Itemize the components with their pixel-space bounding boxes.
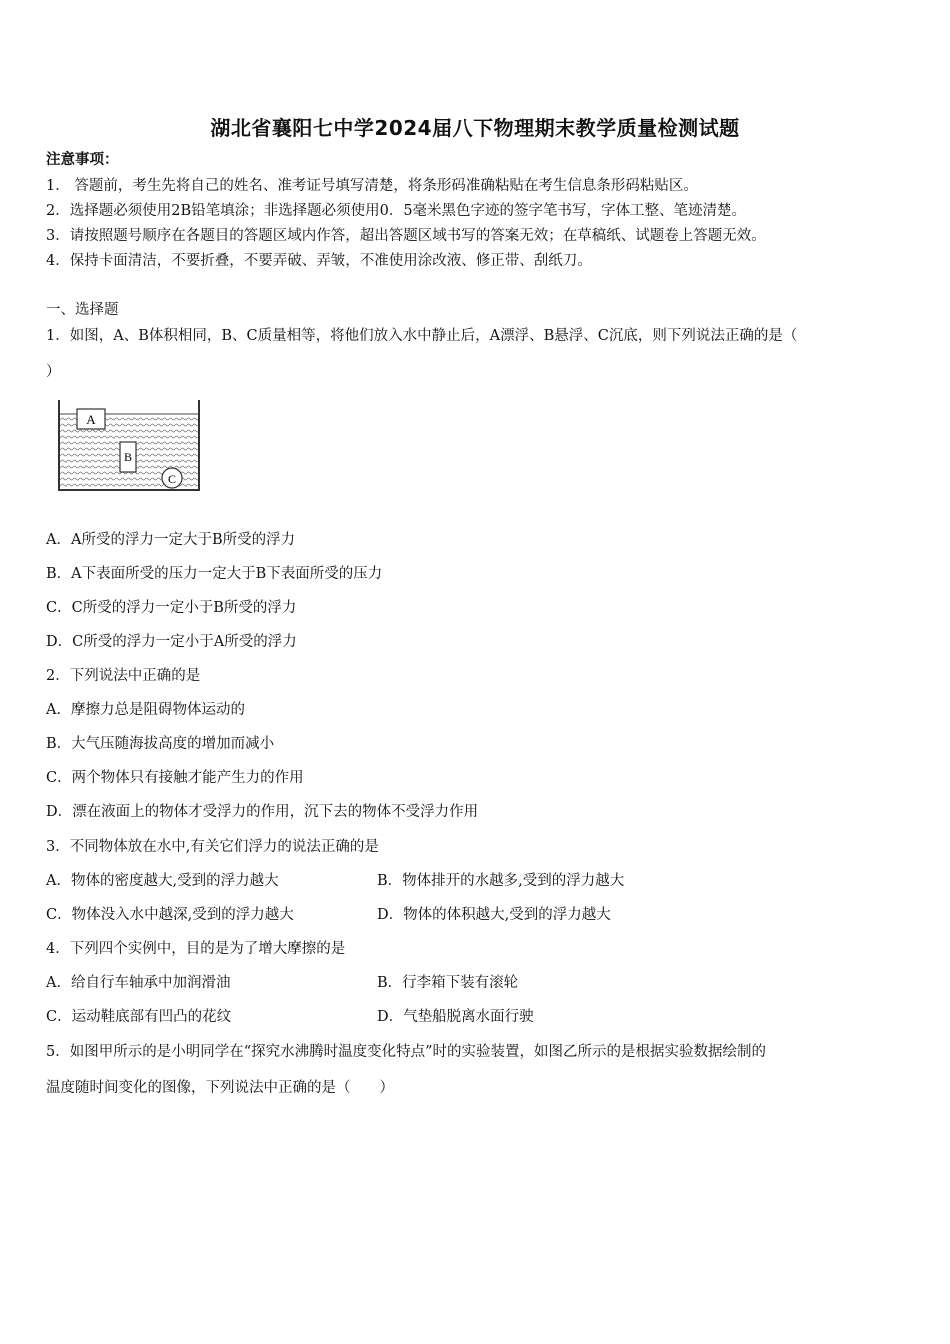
question-3-option: C．物体没入水中越深,受到的浮力越大: [46, 907, 294, 923]
block-b-label: B: [123, 450, 133, 464]
question-4-option: D．气垫船脱离水面行驶: [377, 1009, 534, 1025]
question-4-option: B．行李箱下装有滚轮: [377, 975, 519, 991]
question-3-option: D．物体的体积越大,受到的浮力越大: [377, 907, 611, 923]
question-3-stem: 3．不同物体放在水中,有关它们浮力的说法正确的是: [46, 839, 379, 855]
question-2-option: A．摩擦力总是阻碍物体运动的: [46, 702, 245, 718]
question-1-stem-end: ）: [46, 364, 61, 380]
question-1-stem: 1．如图，A、B体积相同，B、C质量相等，将他们放入水中静止后，A漂浮、B悬浮、C沉底，则下列说法正确的是（: [46, 328, 798, 344]
question-1-option: D．C所受的浮力一定小于A所受的浮力: [46, 634, 297, 650]
ball-c-label: C: [167, 472, 177, 486]
question-4-stem: 4．下列四个实例中，目的是为了增大摩擦的是: [46, 941, 346, 957]
question-1-option: B．A下表面所受的压力一定大于B下表面所受的压力: [46, 566, 383, 582]
question-4-option: A．给自行车轴承中加润滑油: [46, 975, 231, 991]
question-2-option: D．漂在液面上的物体才受浮力的作用，沉下去的物体不受浮力作用: [46, 804, 479, 820]
question-5-stem: 温度随时间变化的图像，下列说法中正确的是（ ）: [46, 1080, 394, 1096]
question-5-stem: 5．如图甲所示的是小明同学在“探究水沸腾时温度变化特点”时的实验装置，如图乙所示的是根据实验数据绘制的: [46, 1044, 767, 1060]
section-heading: 一、选择题: [46, 302, 119, 318]
question-3-option: A．物体的密度越大,受到的浮力越大: [46, 873, 279, 889]
question-1-option: A．A所受的浮力一定大于B所受的浮力: [46, 532, 296, 548]
question-4-option: C．运动鞋底部有凹凸的花纹: [46, 1009, 232, 1025]
notice-item: 3．请按照题号顺序在各题目的答题区域内作答，超出答题区域书写的答案无效；在草稿纸、试题卷上答题无效。: [46, 228, 766, 244]
question-3-option: B．物体排开的水越多,受到的浮力越大: [377, 873, 625, 889]
beaker-figure: [55, 398, 205, 494]
block-a-label: A: [86, 412, 96, 427]
question-2-stem: 2．下列说法中正确的是: [46, 668, 201, 684]
page-title: 湖北省襄阳七中学2024届八下物理期末教学质量检测试题: [210, 116, 740, 140]
question-2-option: C．两个物体只有接触才能产生力的作用: [46, 770, 304, 786]
notice-item: 1． 答题前，考生先将自己的姓名、准考证号填写清楚，将条形码准确粘贴在考生信息条形码粘贴区。: [46, 178, 698, 194]
notice-item: 4．保持卡面清洁，不要折叠，不要弄破、弄皱，不准使用涂改液、修正带、刮纸刀。: [46, 253, 592, 269]
notice-heading: 注意事项：: [46, 151, 119, 168]
notice-item: 2．选择题必须使用2B铅笔填涂；非选择题必须使用0．5毫米黑色字迹的签字笔书写，字体工整、笔迹清楚。: [46, 203, 747, 219]
question-2-option: B．大气压随海拔高度的增加而减小: [46, 736, 275, 752]
question-1-option: C．C所受的浮力一定小于B所受的浮力: [46, 600, 297, 616]
